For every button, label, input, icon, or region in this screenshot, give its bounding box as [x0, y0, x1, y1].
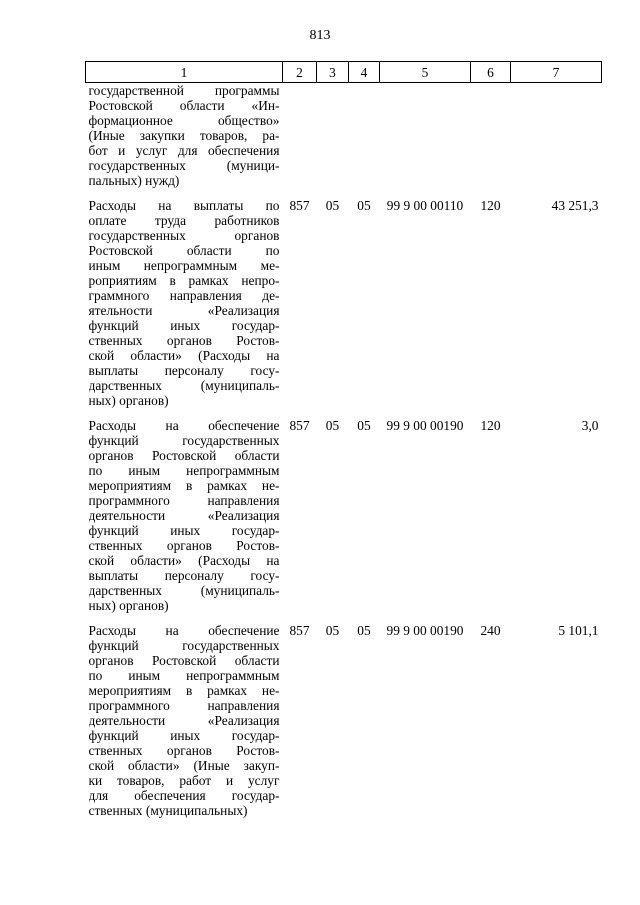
cell-subsection: 05 [357, 198, 371, 213]
description-line: программного направления [88, 493, 280, 508]
description-line: функций государственных [88, 433, 280, 448]
description-line: ской области» (Иные закуп- [88, 758, 280, 773]
cell-subsection: 05 [357, 623, 371, 638]
header-col-6: 6 [471, 62, 511, 83]
description-line: для обеспечения государ- [88, 788, 280, 803]
cell-subsection: 05 [357, 418, 371, 433]
description-line: ственных органов Ростов- [88, 538, 280, 553]
description-line: функций иных государ- [88, 523, 280, 538]
cell-ministry: 857 [289, 418, 310, 433]
description-line: Расходы на выплаты по [88, 198, 280, 213]
cell-section [317, 83, 349, 189]
cell-section: 05 [325, 198, 340, 213]
description-line: формационное общество» [88, 113, 280, 128]
table-row [86, 613, 602, 818]
cell-expense-type: 240 [480, 623, 501, 638]
description-line: государственных (муници- [88, 158, 280, 173]
description-line: Ростовской области «Ин- [88, 98, 280, 113]
description-line: функций государственных [88, 638, 280, 653]
description-line: оплате труда работников [88, 213, 280, 228]
description-line: ятельности «Реализация [88, 303, 280, 318]
cell-expense-type: 120 [480, 418, 501, 433]
description-line: ных) органов) [88, 393, 169, 408]
cell-amount: 5 101,1 [558, 623, 599, 638]
header-col-7: 7 [511, 62, 602, 83]
row-description [86, 613, 283, 818]
description-line: ственных органов Ростов- [88, 743, 280, 758]
cell-section: 05 [325, 623, 340, 638]
description-line: органов Ростовской области [88, 653, 280, 668]
description-line: (Иные закупки товаров, ра- [88, 128, 280, 143]
cell-ministry: 857 [289, 198, 310, 213]
description-line: ской области» (Расходы на [88, 553, 280, 568]
header-col-5: 5 [380, 62, 471, 83]
description-line: ных) органов) [88, 598, 169, 613]
header-col-4: 4 [349, 62, 380, 83]
description-line: выплаты персоналу госу- [88, 568, 280, 583]
row-description [86, 408, 283, 613]
description-line: по иным непрограммным [88, 668, 280, 683]
description-line: мероприятиям в рамках не- [88, 478, 280, 493]
cell-amount: 3,0 [581, 418, 599, 433]
cell-ministry: 857 [289, 623, 310, 638]
header-row [86, 62, 602, 83]
description-line: государственной программы [88, 83, 280, 98]
budget-table [85, 61, 602, 818]
description-line: иным непрограммным ме- [88, 258, 280, 273]
cell-target-item: 99 9 00 00110 [386, 198, 464, 213]
header-col-1: 1 [86, 62, 283, 83]
description-line: органов Ростовской области [88, 448, 280, 463]
cell-expense-type: 120 [480, 198, 501, 213]
description-line: деятельности «Реализация [88, 508, 280, 523]
cell-amount [511, 83, 602, 189]
description-line: Расходы на обеспечение [88, 418, 280, 433]
description-line: Ростовской области по [88, 243, 280, 258]
cell-expense-type [471, 83, 511, 189]
description-line: ственных органов Ростов- [88, 333, 280, 348]
description-line: государственных органов [88, 228, 280, 243]
table-row [86, 83, 602, 189]
table-row [86, 408, 602, 613]
description-line: выплаты персоналу госу- [88, 363, 280, 378]
description-line: программного направления [88, 698, 280, 713]
description-line: функций иных государ- [88, 318, 280, 333]
description-line: дарственных (муниципаль- [88, 378, 280, 393]
description-line: роприятиям в рамках непро- [88, 273, 280, 288]
cell-subsection [349, 83, 380, 189]
table-row [86, 188, 602, 408]
description-line: функций иных государ- [88, 728, 280, 743]
description-line: бот и услуг для обеспечения [88, 143, 280, 158]
description-line: мероприятиям в рамках не- [88, 683, 280, 698]
cell-amount: 43 251,3 [551, 198, 599, 213]
cell-target-item: 99 9 00 00190 [386, 623, 464, 638]
row-description [86, 83, 283, 189]
page-number: 813 [309, 28, 331, 43]
header-col-2: 2 [283, 62, 317, 83]
cell-target-item: 99 9 00 00190 [386, 418, 464, 433]
header-col-3: 3 [317, 62, 349, 83]
description-line: ственных (муниципальных) [88, 803, 248, 818]
description-line: ки товаров, работ и услуг [88, 773, 280, 788]
cell-ministry [283, 83, 317, 189]
row-description [86, 188, 283, 408]
description-line: по иным непрограммным [88, 463, 280, 478]
description-line: ской области» (Расходы на [88, 348, 280, 363]
cell-section: 05 [325, 418, 340, 433]
description-line: граммного направления де- [88, 288, 280, 303]
description-line: деятельности «Реализация [88, 713, 280, 728]
description-line: Расходы на обеспечение [88, 623, 280, 638]
cell-target-item [380, 83, 471, 189]
description-line: пальных) нужд) [88, 173, 180, 188]
description-line: дарственных (муниципаль- [88, 583, 280, 598]
